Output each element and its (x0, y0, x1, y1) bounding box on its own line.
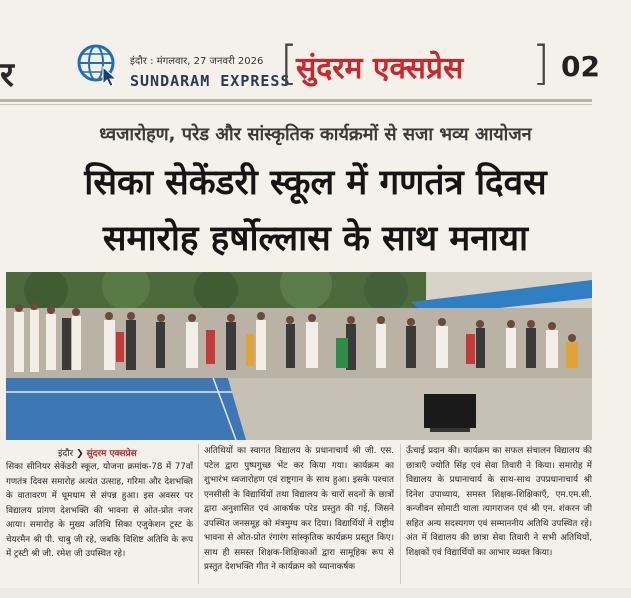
event-photo (6, 272, 592, 440)
byline-city: इंदौर (58, 449, 74, 459)
byline (58, 446, 137, 459)
page-bottom-edge (0, 588, 631, 598)
byline-separator: ❯ (76, 449, 87, 459)
masthead-rule-thin (0, 104, 592, 105)
bracket-left: [ (280, 36, 298, 90)
article-column-1: सिका सीनियर सेकेंडरी स्कूल, योजना क्रमांक-78 में 77वाँ गणतंत्र दिवस समारोह अत्यंत उत्साह, गरिमा और देशभक्ति के वातावरण में धूमधाम से संपन्न हुआ। इस अवसर पर विद्यालय प्रांगण देशभक्ति की भावना से ओत-प्रोत नजर आया। समारोह के मुख्य अतिथि सिका एजुकेशन ट्रस्ट के चेयरमैन श्री पी. चाबु जी रहे, जबकि विशिष्ट अतिथि के रूप में ट्रस्टी श्री जी. रमेश जी उपस्थित रहे। (6, 462, 193, 559)
article-kicker: ध्वजारोहण, परेड और सांस्कृतिक कार्यक्रमों से सजा भव्य आयोजन (99, 124, 532, 145)
globe-cursor-icon (76, 43, 120, 87)
masthead-rule (0, 99, 592, 102)
byline-brand: सुंदरम एक्सप्रेस (86, 449, 137, 459)
masthead-left-fragment: र (0, 55, 14, 95)
masthead-title: सुंदरम एक्सप्रेस (296, 51, 464, 86)
headline-line-1: सिका सेकेंडरी स्कूल में गणतंत्र दिवस (84, 163, 547, 203)
masthead-brand: SUNDARAM EXPRESS (130, 72, 291, 90)
article-column-2: अतिथियों का स्वागत विद्यालय के प्रधानाचार्य श्री जी. एस. पटेल द्वारा पुष्पगुच्छ भेंट कर किया गया। कार्यक्रम का शुभारंभ ध्वजारोहण एवं राष्ट्रगान के साथ हुआ। इसके पश्चात एनसीसी के विद्यार्थियों तथा विद्यालय के चारों सदनों के छात्रों द्वारा अनुशासित एवं आकर्षक परेड प्रस्तुत की गई, जिसने उपस्थित जनसमूह को मंत्रमुग्ध कर दिया। विद्यार्थियों ने राष्ट्रीय भावना से ओत-प्रोत रंगारंग सांस्कृतिक कार्यक्रम प्रस्तुत किए। साथ ही समस्त शिक्षक-शिक्षिकाओं द्वारा सामूहिक रूप से प्रस्तुत देशभक्ति गीत ने कार्यक्रम को ध्यानाकर्षक (204, 446, 394, 572)
column-divider (400, 444, 401, 584)
masthead-date: इंदौर : मंगलवार, 27 जनवरी 2026 (130, 56, 264, 67)
page-number: 02 (561, 50, 600, 83)
headline-line-2: समारोह हर्षोल्लास के साथ मनाया (102, 219, 529, 259)
column-divider (198, 444, 199, 584)
bracket-right: ] (532, 36, 550, 90)
article-column-3: ऊँचाई प्रदान की। कार्यक्रम का सफल संचालन विद्यालय की छात्राएँ ज्योति सिंह एवं सेवा तिवारी ने किया। समारोह में विद्यालय के प्रधानाचार्य के साथ-साथ उपप्रधानाचार्य श्री दिनेश उपाध्याय, समस्त शिक्षक-शिक्षिकाएँ, एम.एम.सी. कन्जीवन सोमाटी थाला त्यागराजन एवं श्री एन. शंकरन जी सहित अन्य सदस्यगण एवं सम्माननीय अतिथि उपस्थित रहे। अंत में विद्यालय की छात्रा सेवा तिवारी ने सभी अतिथियों, शिक्षकों एवं विद्यार्थियों का आभार व्यक्त किया। (406, 446, 592, 558)
